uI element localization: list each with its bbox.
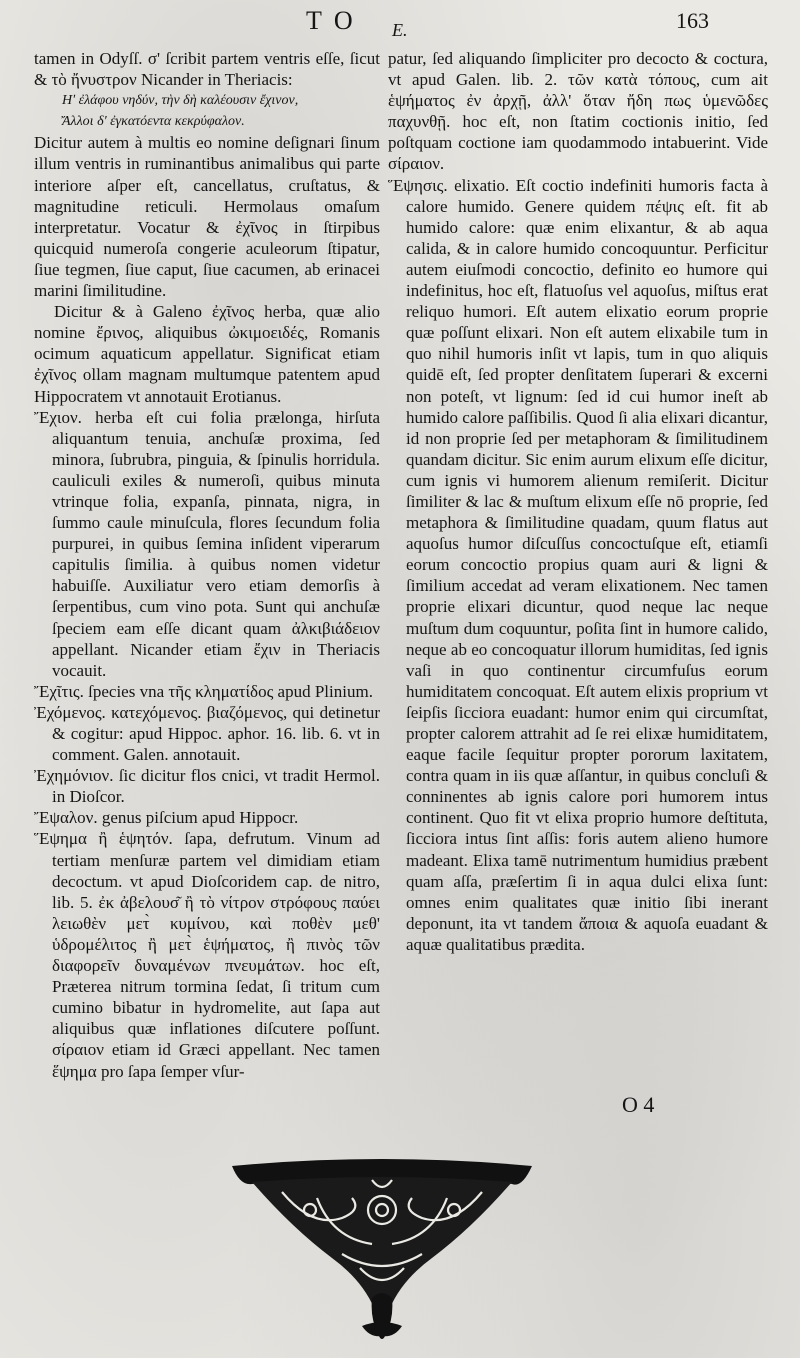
left-column-entry: Ἐχόμενος. κατεχόμενος. βιαζόμενος, qui detinetur & cogitur: apud Hippoc. aphor. 16. lib. 6. vt in comment. Galen. annotauit. bbox=[34, 702, 380, 765]
left-column-entry: Dicitur & à Galeno ἐχῖνος herba, quæ alio nomine ἔρινος, aliquibus ὠκιμοειδές, Romanis ocimum aquaticum appellatur. Significat etiam ἐχῖνος ollam magnam multumque patentem apud Hippocratem vt annotauit Erotianus. bbox=[34, 302, 380, 406]
page-number: 163 bbox=[676, 8, 709, 33]
left-column-entry: Ἔχῖτις. ſpecies vna τῆς κληματίδος apud Plinium. bbox=[34, 681, 373, 701]
running-header bbox=[0, 0, 800, 50]
signature-mark: O 4 bbox=[622, 1092, 655, 1117]
header-right-letters: E. bbox=[392, 20, 408, 40]
fleuron-tailpiece-icon bbox=[222, 1158, 542, 1348]
left-column-entry: Ἔχιον. herba eſt cui folia prælonga, hirſuta aliquantum tenuia, anchuſæ proxima, ſed minora, ſubrubra, pinguia, & ſpinulis horridula. cauliculi exiles & numeroſi, quibus minuta vtrinque folia, expanſa, pinnata, nigra, in ſummo caule minuſcula, flores ſecundum folia purpurei, in quibus ſemina inſident viperarum capitulis ſimilia. à quibus nomen videtur habuiſſe. Auxiliatur vero etiam demorſis à ſerpentibus, cum vino pota. Sunt qui anchuſæ ſpeciem eam eſſe dicant quam ἀλκιβιάδειον appellant. Nicander etiam ἔχιν in Theriacis vocauit. bbox=[34, 407, 380, 680]
right-column-entry: Ἕψησις. elixatio. Eſt coctio indefiniti humoris facta à calore humido. Genere quidem πέψις eſt. fit ab humido calore: quæ enim elixantur, & ab aqua calida, & in calore humido concoquuntur. Perficitur autem eiuſmodi concoctio, definito eo humore qui indefinitus, hoc eſt, flatuoſus vel aquoſus, miſtus erat reliquo humori. Eſt autem elixatio eorum proprie quæ poſſunt elixari. Non eſt autem elixabile tum in quo nihil humoris inſit vt lapis, tum in quo aliquis quidē eſt, ſed propter denſitatem ſuperari & excerni non poteſt, vt lignum: ſed id cui humor ineſt ab humido calore paſſibilis. Quod ſi alia elixari dicantur, id non proprie ſed per metaphoram & ſimilitudinem quandam dicitur. Sic enim aurum elixum eſſe dicitur, cum ignis vi humorem alienum remiſerit. Dicitur ſimiliter & lac & muſtum elixum eſſe nō proprie, ſed metaphora & ſimilitudine quadam, quum flatus aut aquoſus humor diſcuſſus concoctuſque eſt, etiamſi eorum concoctio propius quam auri & ligni & ſimilium accedat ad veram elixationem. Nec tamen proprie elixari dicuntur, quod neque lac neque muſtum dum coquuntur, poſita ſint in humore calido, neque ab eo concoquatur illorum humiditas, ſed ignis vaſi in quo continentur circumfuſus eorum humiditatem concoquat. Eſt autem elixis proprium vt ſeipſis ſicciora euadant: humor enim qui circumſtat, propter calorem attrahit ad ſe rei elixæ humiditatem, eaque facile ſequitur propter pororum laxitatem, contra quam in iis quæ aſſantur, in quibus concluſi & conninentes ab ignis calore pori humorem intus continent. Quo fit vt elixa proprio humore deſtituta, ſicciora intus ſint aſſis: foris autem alieno humore madeant. Elixa tamē nutrimentum humidius præbent quam aſſa, præſertim ſi in aqua dulci elixa ſunt: omnes enim qualitates quæ initio ſibi inerant deponunt, ita vt tandem ἄποια & aquoſa euadant & aquæ qualitatibus prædita. bbox=[388, 175, 768, 954]
right-column bbox=[388, 48, 768, 955]
right-column-entry: patur, ſed aliquando ſimpliciter pro decocto & coctura, vt apud Galen. lib. 2. τῶν κατὰ τόπους, cum ait ἑψήματος ἐν ἀρχῇ, ἀλλ' ὅταν ἤδη πως ὑμενῶδες παχυνθῇ. hoc eſt, non ſtatim coctionis initio, ſed poſtquam coctione iam quodammodo intabuerint. Vide σίραιον. bbox=[388, 49, 768, 174]
left-column-entry: Ἐχημόνιον. ſic dicitur flos cnici, vt tradit Hermol. in Dioſcor. bbox=[34, 766, 380, 807]
header-left-letters: T O bbox=[306, 6, 356, 35]
left-column-entry: Dicitur autem à multis eo nomine deſignari ſinum illum ventris in ruminantibus animalibus qui parte interiore aſper eſt, cancellatus, cruſtatus, & magnitudine reticuli. Hermolaus omaſum interpretatur. Vocatur & ἐχῖνος in ſtirpibus quicquid numeroſa congerie aculeorum ſtipatur, ſiue tegmen, ſiue caput, ſiue cacumen, ab erinacei marini ſimilitudine. bbox=[34, 133, 380, 301]
left-column-entry: Ἔψαλον. genus piſcium apud Hippocr. bbox=[34, 808, 299, 828]
left-column-entry: tamen in Odyſſ. σ' ſcribit partem ventris eſſe, ſicut & τὸ ἤνυστρον Nicander in Theriacis: bbox=[34, 49, 380, 90]
left-column bbox=[34, 48, 380, 1082]
left-column-entry: Ηʹ ἐλάφου νηδύν, τὴν δὴ καλέουσιν ἔχινον, bbox=[62, 93, 299, 109]
left-column-entry: Ἄλλοι δ' ἐγκατόεντα κεκρύφαλον. bbox=[62, 114, 245, 130]
left-column-entry: Ἕψημα ἢ ἑψητόν. ſapa, defrutum. Vinum ad tertiam menſuræ partem vel dimidiam etiam decoctum. vt apud Dioſcoridem cap. de nitro, lib. 5. ἐκ ἀβελουσ͂ ἢ τὸ νίτρον στρόφους παύει λειωθὲν μετ̀ κυμίνου, καὶ ποθὲν μεθ' ὑδρομέλιτος ἢ μετ̀ ἑψήματος, ἢ πινὸς τῶν διαφορεῖν δυναμένων πνευμάτων. hoc eſt, Præterea nitrum tormina ſedat, ſi tritum cum cumino bibatur in hydromelite, aut ſapa aut aliquibus quæ inflationes diſcutere poſſunt. σίραιον etiam id Græci appellant. Nec tamen ἕψημα pro ſapa ſemper vſur- bbox=[34, 829, 380, 1081]
